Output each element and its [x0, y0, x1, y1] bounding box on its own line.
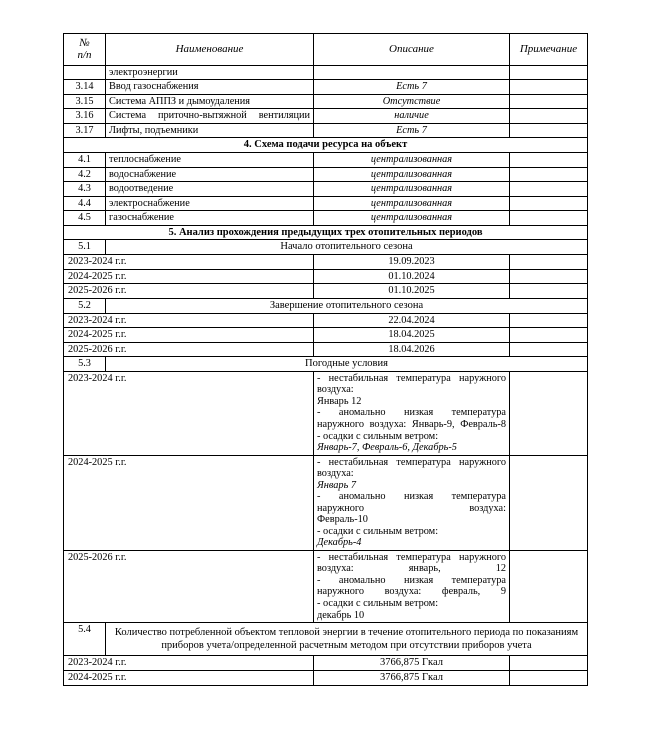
row-name: водоснабжение	[106, 167, 314, 182]
row-name: Система приточно-вытяжной вентиляции	[106, 109, 314, 124]
weather-description	[314, 455, 510, 550]
weather-row	[64, 550, 588, 622]
row-note	[510, 123, 588, 138]
weather-line: - аномально низкая температура наружного воздуха: Январь-9, Февраль-8	[317, 407, 506, 430]
weather-description	[314, 371, 510, 455]
row-note	[510, 109, 588, 124]
period-value: 18.04.2026	[314, 342, 510, 357]
row-note	[510, 455, 588, 550]
table-row	[64, 196, 588, 211]
header-name: Наименование	[106, 34, 314, 66]
table-row	[64, 123, 588, 138]
row-note	[510, 313, 588, 328]
subsection-title: Начало отопительного сезона	[106, 240, 588, 255]
period-value: 3766,875 Гкал	[314, 671, 510, 686]
table-header-row	[64, 34, 588, 66]
table-row	[64, 94, 588, 109]
row-desc: Отсутствие	[314, 94, 510, 109]
weather-line: декабрь 10	[317, 609, 365, 621]
row-num: 3.17	[64, 123, 106, 138]
weather-line: Январь 7	[317, 479, 356, 491]
row-name: электроэнергии	[106, 65, 314, 80]
row-num: 4.2	[64, 167, 106, 182]
row-desc: Есть 7	[314, 80, 510, 95]
period-label: 2025-2026 г.г.	[64, 550, 314, 622]
subsection-num: 5.3	[64, 357, 106, 372]
period-label: 2024-2025 г.г.	[64, 269, 314, 284]
period-value: 18.04.2025	[314, 328, 510, 343]
subsection-5-3-row	[64, 357, 588, 372]
section-5-title-row	[64, 225, 588, 240]
row-num: 3.16	[64, 109, 106, 124]
table-row	[64, 328, 588, 343]
row-desc: централизованная	[314, 153, 510, 168]
subsection-5-1-row	[64, 240, 588, 255]
document-page	[63, 33, 587, 686]
row-note	[510, 65, 588, 80]
weather-line: - осадки с сильным ветром:	[317, 525, 439, 537]
section-4-title-row	[64, 138, 588, 153]
period-label: 2023-2024 г.г.	[64, 371, 314, 455]
section-5-title: 5. Анализ прохождения предыдущих трех отопительных периодов	[64, 225, 588, 240]
weather-description	[314, 550, 510, 622]
table-row	[64, 182, 588, 197]
subsection-title: Завершение отопительного сезона	[106, 298, 588, 313]
weather-line: Январь 12	[317, 395, 362, 407]
table-row	[64, 211, 588, 226]
row-note	[510, 94, 588, 109]
period-label: 2023-2024 г.г.	[64, 313, 314, 328]
weather-line: Декабрь-4	[317, 537, 362, 549]
header-desc: Описание	[314, 34, 510, 66]
weather-line: - нестабильная температура наружного воздуха:	[317, 456, 506, 480]
row-name: электроснабжение	[106, 196, 314, 211]
row-note	[510, 182, 588, 197]
period-label: 2023-2024 г.г.	[64, 255, 314, 270]
row-name: Лифты, подъемники	[106, 123, 314, 138]
row-note	[510, 342, 588, 357]
row-note	[510, 255, 588, 270]
period-value: 01.10.2024	[314, 269, 510, 284]
row-desc: наличие	[314, 109, 510, 124]
weather-row	[64, 371, 588, 455]
row-num: 4.5	[64, 211, 106, 226]
row-num: 4.4	[64, 196, 106, 211]
row-note	[510, 284, 588, 299]
row-name: водоотведение	[106, 182, 314, 197]
row-desc	[314, 65, 510, 80]
row-name: Система АППЗ и дымоудаления	[106, 94, 314, 109]
row-desc: Есть 7	[314, 123, 510, 138]
weather-line: Февраль-10	[317, 514, 368, 526]
row-note	[510, 153, 588, 168]
row-name: Ввод газоснабжения	[106, 80, 314, 95]
row-note	[510, 167, 588, 182]
table-row	[64, 284, 588, 299]
weather-line: - аномально низкая температура наружного воздуха:	[317, 491, 506, 514]
row-desc: централизованная	[314, 211, 510, 226]
header-num	[64, 34, 106, 66]
report-table	[63, 33, 588, 686]
table-row	[64, 109, 588, 124]
row-note	[510, 80, 588, 95]
table-row	[64, 255, 588, 270]
row-desc: централизованная	[314, 167, 510, 182]
row-note	[510, 550, 588, 622]
period-value: 01.10.2025	[314, 284, 510, 299]
row-num: 4.1	[64, 153, 106, 168]
table-row	[64, 153, 588, 168]
period-label: 2023-2024 г.г.	[64, 656, 314, 671]
row-name: теплоснабжение	[106, 153, 314, 168]
period-label: 2025-2026 г.г.	[64, 342, 314, 357]
table-row	[64, 342, 588, 357]
weather-line: - аномально низкая температура наружного воздуха: февраль, 9	[317, 574, 506, 598]
subsection-title: Количество потребленной объектом тепловой энергии в течение отопительного периода по показаниям приборов учета/определенной расчетным методом при отсутствии приборов учета	[106, 623, 588, 656]
table-row	[64, 313, 588, 328]
table-row	[64, 65, 588, 80]
row-note	[510, 211, 588, 226]
table-row	[64, 80, 588, 95]
row-note	[510, 196, 588, 211]
row-num: 4.3	[64, 182, 106, 197]
period-label: 2024-2025 г.г.	[64, 455, 314, 550]
header-num-line2: п/п	[77, 49, 92, 62]
weather-line: - осадки с сильным ветром:	[317, 430, 439, 442]
table-row	[64, 671, 588, 686]
row-num: 3.14	[64, 80, 106, 95]
row-name: газоснабжение	[106, 211, 314, 226]
row-note	[510, 656, 588, 671]
weather-line: Январь-7, Февраль-6, Декабрь-5	[317, 442, 457, 454]
subsection-5-2-row	[64, 298, 588, 313]
period-value: 22.04.2024	[314, 313, 510, 328]
row-note	[510, 671, 588, 686]
row-desc: централизованная	[314, 196, 510, 211]
period-label: 2025-2026 г.г.	[64, 284, 314, 299]
subsection-num: 5.4	[64, 623, 106, 656]
period-label: 2024-2025 г.г.	[64, 328, 314, 343]
subsection-num: 5.2	[64, 298, 106, 313]
period-label: 2024-2025 г.г.	[64, 671, 314, 686]
row-note	[510, 269, 588, 284]
weather-line: - осадки с сильным ветром:	[317, 597, 439, 609]
period-value: 19.09.2023	[314, 255, 510, 270]
header-note: Примечание	[510, 34, 588, 66]
subsection-title: Погодные условия	[106, 357, 588, 372]
row-note	[510, 371, 588, 455]
table-row	[64, 269, 588, 284]
weather-line: - нестабильная температура наружного воздуха: январь, 12	[317, 551, 506, 575]
table-row	[64, 656, 588, 671]
header-num-line1: №	[79, 37, 90, 49]
period-value: 3766,875 Гкал	[314, 656, 510, 671]
row-note	[510, 328, 588, 343]
table-row	[64, 167, 588, 182]
row-num: 3.15	[64, 94, 106, 109]
subsection-5-4-row	[64, 623, 588, 656]
weather-line: - нестабильная температура наружного воздуха:	[317, 372, 506, 396]
row-desc: централизованная	[314, 182, 510, 197]
subsection-num: 5.1	[64, 240, 106, 255]
row-num	[64, 65, 106, 80]
section-4-title: 4. Схема подачи ресурса на объект	[64, 138, 588, 153]
weather-row	[64, 455, 588, 550]
